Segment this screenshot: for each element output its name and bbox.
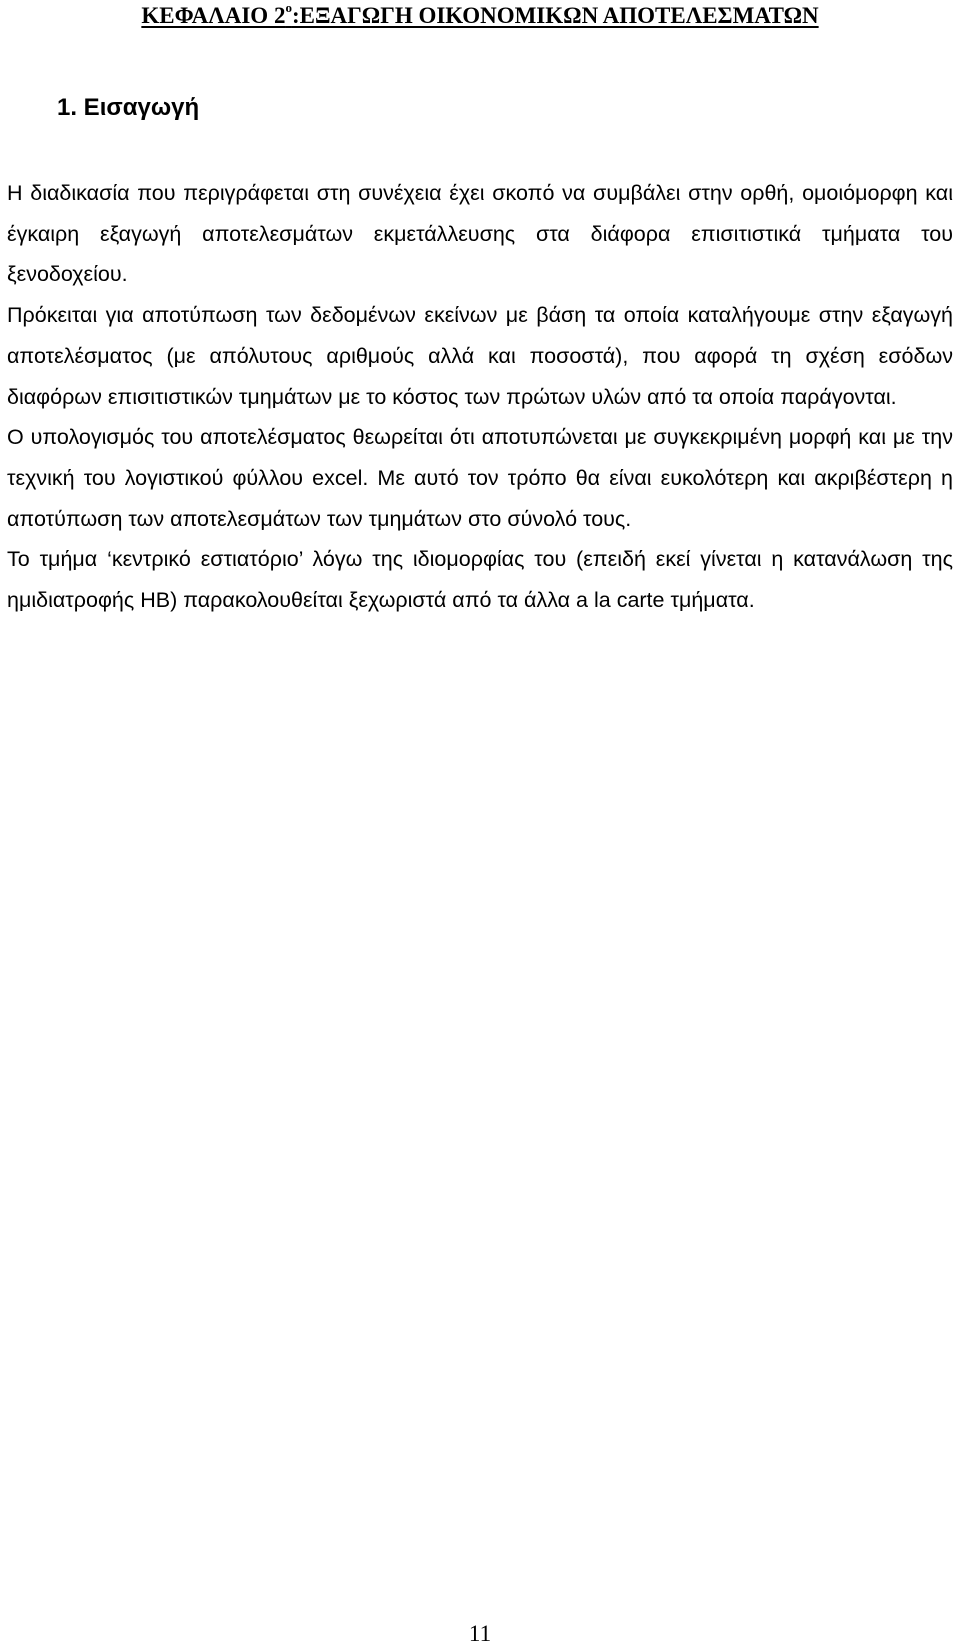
chapter-title-suffix: :ΕΞΑΓΩΓΗ ΟΙΚΟΝΟΜΙΚΩΝ ΑΠΟΤΕΛΕΣΜΑΤΩΝ xyxy=(291,3,819,28)
paragraph-purpose: Πρόκειται για αποτύπωση των δεδομένων εκείνων με βάση τα οποία καταλήγουμε στην εξαγωγή αποτελέσματος (με απόλυτους αριθμούς αλλά και ποσοστά), που αφορά τη σχέση εσόδων διαφόρων επισιτιστικών τμημάτων με το κόστος των πρώτων υλών από τα οποία παράγονται. xyxy=(7,303,953,409)
paragraph-central-restaurant: Το τμήμα ‘κεντρικό εστιατόριο’ λόγω της ιδιομορφίας του (επειδή εκεί γίνεται η κατανάλωση της ημιδιατροφής ΗΒ) παρακολουθείται ξεχωριστά από τα άλλα a la carte τμήματα. xyxy=(7,547,953,613)
chapter-title-prefix: ΚΕΦΑΛΑΙΟ 2 xyxy=(141,3,286,28)
chapter-number-superscript: ο xyxy=(285,0,292,16)
chapter-title-text xyxy=(141,0,819,28)
section-heading: 1. Εισαγωγή xyxy=(57,94,200,121)
chapter-title xyxy=(0,2,960,30)
paragraph-intro: Η διαδικασία που περιγράφεται στη συνέχεια έχει σκοπό να συμβάλει στην ορθή, ομοιόμορφη και έγκαιρη εξαγωγή αποτελεσμάτων εκμετάλλευσης στα διάφορα επισιτιστικά τμήματα του ξενοδοχείου. xyxy=(7,181,953,287)
paragraph-calculation: Ο υπολογισμός του αποτελέσματος θεωρείται ότι αποτυπώνεται με συγκεκριμένη μορφή και με την τεχνική του λογιστικού φύλλου excel. Με αυτό τον τρόπο θα είναι ευκολότερη και ακριβέστερη η αποτύπωση των αποτελεσμάτων των τμημάτων στο σύνολό τους. xyxy=(7,425,953,531)
body-text xyxy=(7,173,953,621)
page-number: 11 xyxy=(468,1621,492,1646)
